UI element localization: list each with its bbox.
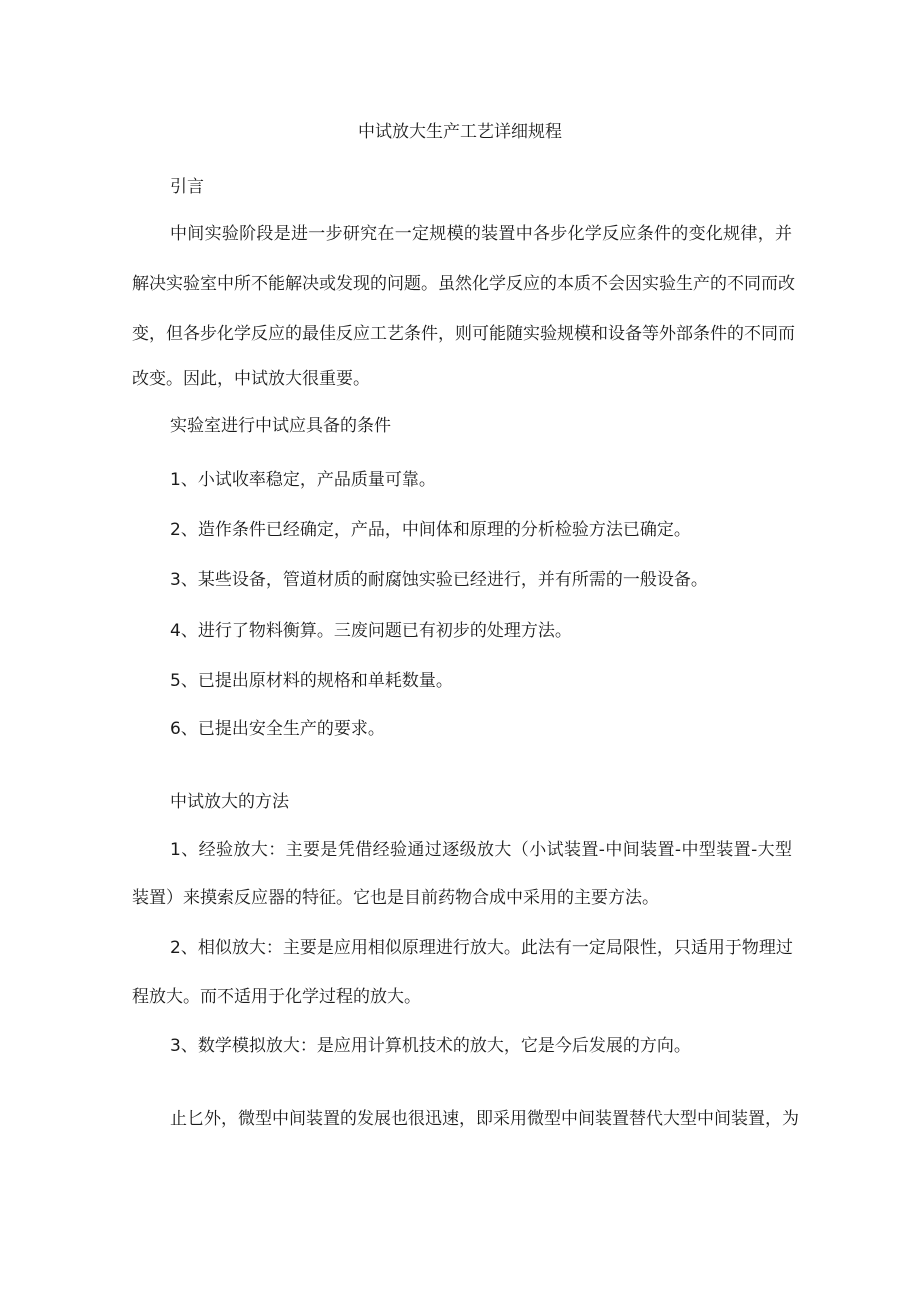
closing-paragraph-line: 止匕外，微型中间装置的发展也很迅速，即采用微型中间装置替代大型中间装置，为 [170,1109,799,1129]
intro-paragraph-line: 改变。因此，中试放大很重要。 [132,369,370,389]
method-item-line: 1、经验放大：主要是凭借经验通过逐级放大（小试装置-中间装置-中型装置-大型 [170,840,792,860]
condition-item: 2、造作条件已经确定，产品，中间体和原理的分析检验方法已确定。 [170,520,691,540]
intro-paragraph-line: 中间实验阶段是进一步研究在一定规模的装置中各步化学反应条件的变化规律，并 [170,224,792,244]
method-item-line: 装置）来摸索反应器的特征。它也是目前药物合成中采用的主要方法。 [132,888,659,908]
condition-item: 6、已提出安全生产的要求。 [170,719,385,739]
condition-item: 5、已提出原材料的规格和单耗数量。 [170,671,453,691]
intro-paragraph-line: 解决实验室中所不能解决或发现的问题。虽然化学反应的本质不会因实验生产的不同而改 [132,274,795,294]
condition-item: 1、小试收率稳定，产品质量可靠。 [170,470,436,490]
method-item-line: 程放大。而不适用于化学过程的放大。 [132,987,421,1007]
intro-paragraph-line: 变，但各步化学反应的最佳反应工艺条件，则可能随实验规模和设备等外部条件的不同而 [132,324,795,344]
methods-heading: 中试放大的方法 [170,792,289,812]
method-item-line: 3、数学模拟放大：是应用计算机技术的放大，它是今后发展的方向。 [170,1036,691,1056]
intro-heading: 引言 [170,177,204,197]
conditions-heading: 实验室进行中试应具备的条件 [170,416,391,436]
condition-item: 3、某些设备，管道材质的耐腐蚀实验已经进行，并有所需的一般设备。 [170,570,708,590]
method-item-line: 2、相似放大：主要是应用相似原理进行放大。此法有一定局限性，只适用于物理过 [170,938,793,958]
document-title: 中试放大生产工艺详细规程 [358,122,562,142]
condition-item: 4、进行了物料衡算。三废问题已有初步的处理方法。 [170,621,572,641]
